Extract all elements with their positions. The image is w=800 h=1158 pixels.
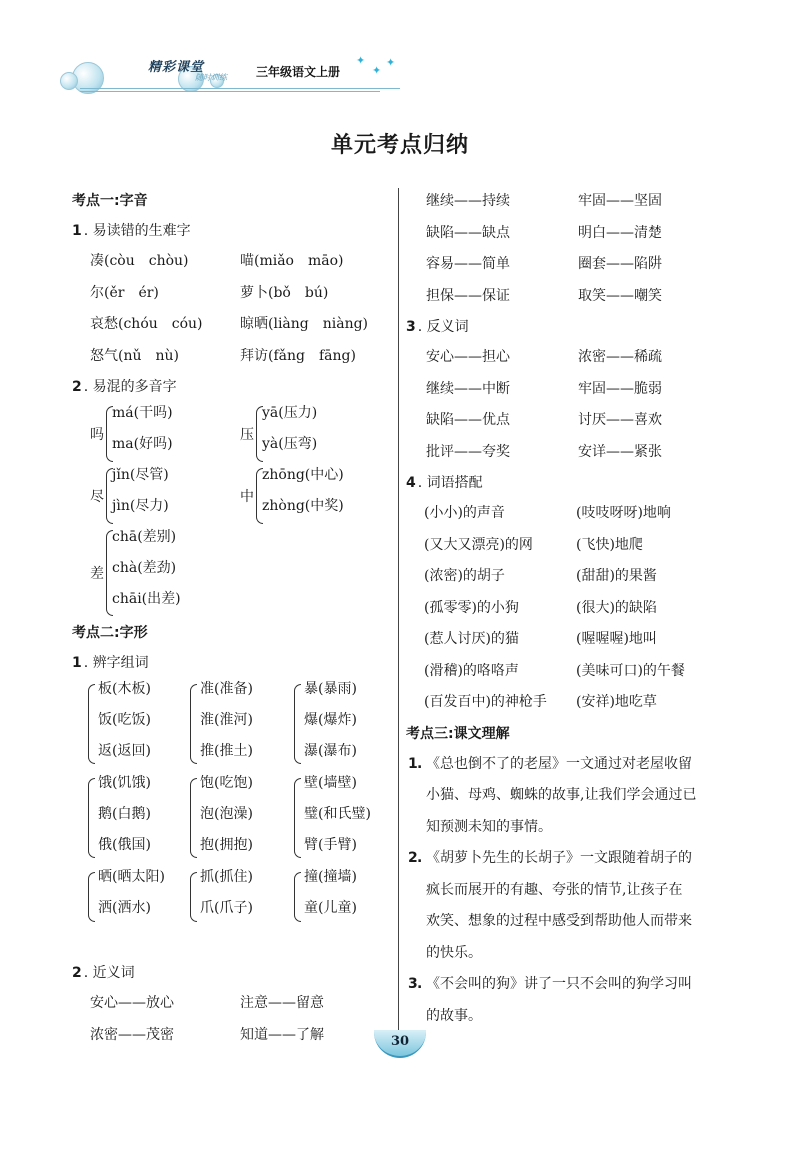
item-dot: .	[417, 755, 423, 772]
word-pair: 继续——中断	[426, 380, 510, 397]
brace-icon	[190, 778, 197, 858]
polyphone-row	[72, 464, 392, 526]
polyphone-option: yā(压力)	[262, 405, 318, 421]
word-pair: 明白——清楚	[578, 224, 662, 241]
sub-number: 2	[72, 379, 82, 395]
antonym-row	[406, 437, 736, 469]
sub-text: . 易混的多音字	[83, 379, 177, 395]
right-column	[406, 186, 736, 1032]
comprehension-item	[406, 749, 736, 844]
comprehension-item	[406, 843, 736, 969]
phrase: (美味可口)的午餐	[576, 662, 685, 679]
polyphone-option: chà(差劲)	[112, 560, 177, 576]
phrase-row	[406, 530, 736, 562]
char-word: 晒(晒太阳)	[98, 869, 165, 885]
polyphone-option: yà(压弯)	[262, 436, 318, 452]
item-line: 的故事。	[426, 1007, 482, 1024]
sub-text: . 辨字组词	[83, 655, 149, 671]
section-title: 考点三:课文理解	[406, 725, 510, 742]
pinyin-row	[72, 246, 392, 278]
pinyin-item: 怒气(nǔ nù)	[90, 347, 179, 364]
item-number: 2	[408, 850, 418, 866]
polyphone-char: 差	[90, 566, 104, 582]
phrase: (安祥)地吃草	[576, 694, 657, 710]
char-word: 鹅(白鹅)	[98, 806, 151, 822]
phrase: (浓密)的胡子	[424, 568, 505, 584]
pinyin-item: 拜访(fǎng fāng)	[240, 347, 356, 364]
synonym-row	[406, 249, 736, 281]
word-pair: 安心——放心	[90, 995, 174, 1011]
section-title: 考点二:字形	[72, 625, 148, 641]
item-line: 疯长而展开的有趣、夸张的情节,让孩子在	[426, 881, 683, 898]
word-pair: 继续——持续	[426, 193, 510, 209]
polyphone-char: 吗	[90, 427, 104, 443]
polyphone-char: 中	[240, 489, 254, 505]
section-title: 考点一:字音	[72, 193, 148, 209]
brace-icon	[190, 872, 197, 922]
sub-number: 1	[72, 223, 82, 239]
polyphone-option: jìn(尽力)	[112, 498, 169, 514]
sub-number: 4	[406, 475, 416, 491]
synonym-row	[72, 1020, 392, 1052]
synonym-row	[406, 186, 736, 218]
synonym-row	[406, 218, 736, 250]
char-word: 淮(淮河)	[200, 712, 253, 728]
phrase: (惹人讨厌)的猫	[424, 631, 519, 647]
item-dot: .	[417, 850, 423, 866]
sub-text: . 近义词	[83, 965, 135, 981]
word-pair: 缺陷——缺点	[426, 224, 510, 241]
star-icon: ✦	[386, 56, 396, 69]
pinyin-row	[72, 309, 392, 341]
polyphone-char: 尽	[90, 489, 104, 505]
brace-icon	[190, 684, 197, 764]
subsection-title	[406, 312, 736, 342]
pinyin-item: 萝卜(bǒ bú)	[240, 284, 329, 301]
phrase: (很大)的缺陷	[576, 599, 657, 616]
polyphone-option: zhōng(中心)	[262, 467, 344, 483]
sub-number: 1	[72, 655, 82, 671]
word-pair: 批评——夸奖	[426, 443, 510, 460]
page-number-text: 30	[390, 1034, 410, 1049]
subsection-title	[72, 372, 392, 402]
item-line: 《胡萝卜先生的长胡子》一文跟随着胡子的	[426, 850, 692, 866]
polyphone-option: ma(好吗)	[112, 436, 173, 452]
pinyin-row	[72, 278, 392, 310]
page-number	[370, 1028, 430, 1060]
word-pair: 安详——紧张	[578, 443, 662, 460]
header-rule	[80, 88, 400, 89]
word-pair: 浓密——茂密	[90, 1026, 174, 1043]
word-pair: 讨厌——喜欢	[578, 412, 662, 428]
grade-label: 三年级语文上册	[256, 65, 341, 79]
char-word: 抱(拥抱)	[200, 837, 253, 853]
phrase: (小小)的声音	[424, 505, 505, 521]
antonym-row	[406, 342, 736, 374]
item-number: 3	[408, 976, 418, 992]
sub-text: . 词语搭配	[417, 475, 483, 491]
polyphone-option: chā(差别)	[112, 529, 177, 545]
brace-icon	[88, 778, 95, 858]
item-line: 《总也倒不了的老屋》一文通过对老屋收留	[426, 755, 692, 772]
synonym-row	[406, 281, 736, 313]
phrase-row	[406, 498, 736, 530]
phrase: (飞快)地爬	[576, 536, 643, 553]
word-pair: 取笑——嘲笑	[578, 287, 662, 304]
char-word: 板(木板)	[98, 681, 151, 697]
phrase: (吱吱呀呀)地响	[576, 505, 671, 521]
word-pair: 知道——了解	[240, 1026, 324, 1043]
page-title: 单元考点归纳	[330, 132, 469, 158]
char-word: 饿(饥饿)	[98, 775, 151, 791]
item-line: 知预测未知的事情。	[426, 818, 552, 835]
char-word: 准(准备)	[200, 681, 253, 697]
char-word: 瀑(瀑布)	[304, 743, 357, 759]
pinyin-item: 晾晒(liàng niàng)	[240, 316, 369, 332]
sub-text: . 易读错的生难字	[83, 223, 191, 239]
pinyin-item: 凑(còu chòu)	[90, 253, 189, 269]
antonym-row	[406, 374, 736, 406]
char-word: 返(返回)	[98, 743, 151, 759]
char-word: 饭(吃饭)	[98, 712, 151, 728]
subsection-title	[72, 216, 392, 246]
phrase: (甜甜)的果酱	[576, 568, 657, 584]
pinyin-item: 哀愁(chóu cóu)	[90, 316, 203, 332]
char-word: 俄(俄国)	[98, 837, 151, 853]
antonym-row	[406, 405, 736, 437]
char-word: 暴(暴雨)	[304, 681, 357, 697]
pinyin-item: 尔(ěr ér)	[90, 284, 159, 301]
subsection-title	[406, 468, 736, 498]
brace-icon	[294, 872, 301, 922]
char-word: 童(儿童)	[304, 900, 357, 916]
synonym-row	[72, 988, 392, 1020]
phrase-row	[406, 687, 736, 719]
left-column	[72, 186, 392, 1051]
item-dot: .	[417, 976, 423, 992]
word-pair: 牢固——脆弱	[578, 380, 662, 397]
subsection-title	[72, 648, 392, 678]
char-word: 璧(和氏璧)	[304, 806, 371, 822]
pinyin-item: 喵(miǎo māo)	[240, 253, 344, 269]
word-pair: 容易——简单	[426, 256, 510, 272]
brace-icon	[88, 872, 95, 922]
phrase-row	[406, 561, 736, 593]
char-word: 抓(抓住)	[200, 869, 253, 885]
phrase: (喔喔喔)地叫	[576, 631, 657, 647]
phrase: (百发百中)的神枪手	[424, 694, 547, 710]
item-line: 《不会叫的狗》讲了一只不会叫的狗学习叫	[426, 976, 692, 992]
pinyin-row	[72, 341, 392, 373]
char-word: 泡(泡澡)	[200, 806, 253, 822]
phrase-row	[406, 624, 736, 656]
char-word: 壁(墙壁)	[304, 775, 357, 791]
word-pair: 缺陷——优点	[426, 412, 510, 428]
sub-text: . 反义词	[417, 319, 469, 335]
bubble-decoration	[60, 72, 78, 90]
item-line: 小猫、母鸡、蜘蛛的故事,让我们学会通过已	[426, 787, 697, 803]
word-pair: 牢固——坚固	[578, 193, 662, 209]
char-word: 饱(吃饱)	[200, 775, 253, 791]
phrase: (又大又漂亮)的网	[424, 536, 533, 553]
polyphone-char: 压	[240, 427, 254, 443]
word-pair: 担保——保证	[426, 287, 510, 304]
char-word: 撞(撞墙)	[304, 869, 357, 885]
phrase-row	[406, 593, 736, 625]
phrase: (滑稽)的咯咯声	[424, 662, 519, 679]
polyphone-option: má(干吗)	[112, 405, 173, 421]
char-word: 洒(洒水)	[98, 900, 151, 916]
char-word: 爆(爆炸)	[304, 712, 357, 728]
word-pair: 浓密——稀疏	[578, 349, 662, 365]
char-word: 臂(手臂)	[304, 837, 357, 853]
column-divider	[398, 188, 399, 1033]
sub-number: 2	[72, 965, 82, 981]
polyphone-option: zhòng(中奖)	[262, 498, 344, 514]
polyphone-row	[72, 526, 392, 618]
word-pair: 安心——担心	[426, 349, 510, 365]
polyphone-option: chāi(出差)	[112, 591, 181, 607]
sub-number: 3	[406, 319, 416, 335]
brace-icon	[294, 778, 301, 858]
comprehension-item	[406, 969, 736, 1032]
phrase: (孤零零)的小狗	[424, 599, 519, 616]
phrase-row	[406, 656, 736, 688]
brace-icon	[294, 684, 301, 764]
page-header	[60, 52, 420, 98]
star-icon: ✦	[372, 64, 382, 77]
brace-icon	[88, 684, 95, 764]
subsection-title	[72, 958, 392, 988]
brand-title: 精彩课堂	[148, 60, 205, 75]
polyphone-row	[72, 402, 392, 464]
star-icon: ✦	[356, 54, 366, 67]
word-pair: 圈套——陷阱	[578, 256, 662, 272]
item-line: 的快乐。	[426, 944, 482, 961]
polyphone-option: jǐn(尽管)	[112, 467, 169, 483]
header-rule	[80, 91, 380, 92]
word-pair: 注意——留意	[240, 995, 324, 1011]
char-word: 爪(爪子)	[200, 900, 253, 916]
item-number: 1	[408, 755, 418, 772]
item-line: 欢笑、想象的过程中感受到帮助他人而带来	[426, 913, 692, 929]
char-word: 推(推土)	[200, 743, 253, 759]
char-groups	[72, 678, 392, 958]
brand-subtitle: 随时训练	[195, 73, 227, 82]
